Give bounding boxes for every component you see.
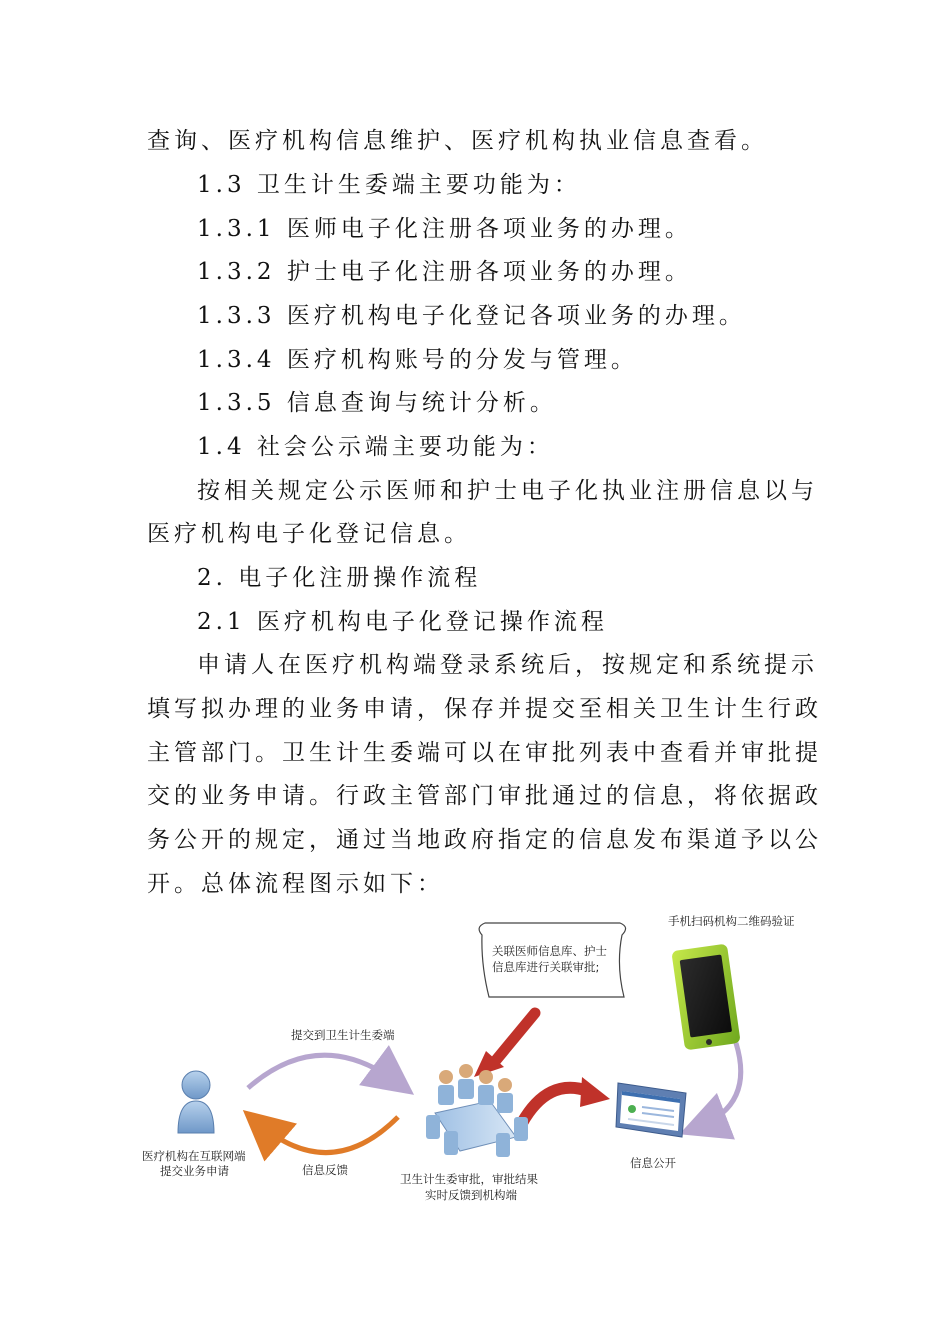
committee-label-line-1: 卫生计生委审批，审批结果 xyxy=(400,1172,538,1186)
feedback-label: 信息反馈 xyxy=(302,1163,348,1177)
text-line-1: 查询、医疗机构信息维护、医疗机构执业信息查看。 xyxy=(147,128,768,154)
red-arrow-committee-to-publish xyxy=(522,1077,610,1123)
publish-screen-icon xyxy=(616,1083,686,1137)
smartphone-icon xyxy=(671,944,740,1051)
submit-label: 提交到卫生计生委端 xyxy=(291,1028,395,1042)
red-arrow-note-to-committee xyxy=(474,1013,535,1077)
list-item-1-3-3: 1.3.3 医疗机构电子化登记各项业务的办理。 xyxy=(197,303,746,329)
phone-label: 手机扫码机构二维码验证 xyxy=(668,914,795,928)
section-heading-2-1: 2.1 医疗机构电子化登记操作流程 xyxy=(197,609,608,635)
note-text-line-1: 关联医师信息库、护士 xyxy=(492,944,607,958)
flow-diagram xyxy=(130,905,830,1215)
section-heading-1-4: 1.4 社会公示端主要功能为： xyxy=(197,434,554,460)
applicant-person-icon xyxy=(178,1071,214,1133)
paragraph-2-1-line-6: 开。总体流程图示如下： xyxy=(147,871,444,897)
paragraph-2-1-line-4: 交的业务申请。行政主管部门审批通过的信息，将依据政 xyxy=(147,783,822,809)
note-text-line-2: 信息库进行关联审批; xyxy=(492,960,600,974)
list-item-1-3-5: 1.3.5 信息查询与统计分析。 xyxy=(197,390,557,416)
list-item-1-3-1: 1.3.1 医师电子化注册各项业务的办理。 xyxy=(197,216,692,242)
list-item-1-3-4: 1.3.4 医疗机构账号的分发与管理。 xyxy=(197,347,638,373)
paragraph-1-4-line-2: 医疗机构电子化登记信息。 xyxy=(147,521,471,547)
feedback-arrow xyxy=(258,1117,398,1153)
applicant-label-line-1: 医疗机构在互联网端 xyxy=(142,1149,246,1163)
verification-arrow xyxy=(698,1043,741,1127)
paragraph-2-1-line-3: 主管部门。卫生计生委端可以在审批列表中查看并审批提 xyxy=(147,740,822,766)
section-heading-2: 2. 电子化注册操作流程 xyxy=(197,565,482,591)
paragraph-2-1-line-1: 申请人在医疗机构端登录系统后，按规定和系统提示 xyxy=(197,652,818,678)
applicant-label-line-2: 提交业务申请 xyxy=(160,1164,229,1178)
section-heading-1-3: 1.3 卫生计生委端主要功能为： xyxy=(197,172,581,198)
committee-meeting-icon xyxy=(426,1064,528,1157)
paragraph-2-1-line-2: 填写拟办理的业务申请，保存并提交至相关卫生计生行政 xyxy=(147,696,822,722)
submit-arrow xyxy=(248,1055,398,1088)
committee-label-line-2: 实时反馈到机构端 xyxy=(425,1188,517,1202)
list-item-1-3-2: 1.3.2 护士电子化注册各项业务的办理。 xyxy=(197,259,692,285)
paragraph-1-4-line-1: 按相关规定公示医师和护士电子化执业注册信息以与 xyxy=(197,478,818,504)
flow-diagram-graphic xyxy=(130,905,830,1215)
paragraph-2-1-line-5: 务公开的规定，通过当地政府指定的信息发布渠道予以公 xyxy=(147,827,822,853)
publish-label: 信息公开 xyxy=(630,1156,676,1170)
